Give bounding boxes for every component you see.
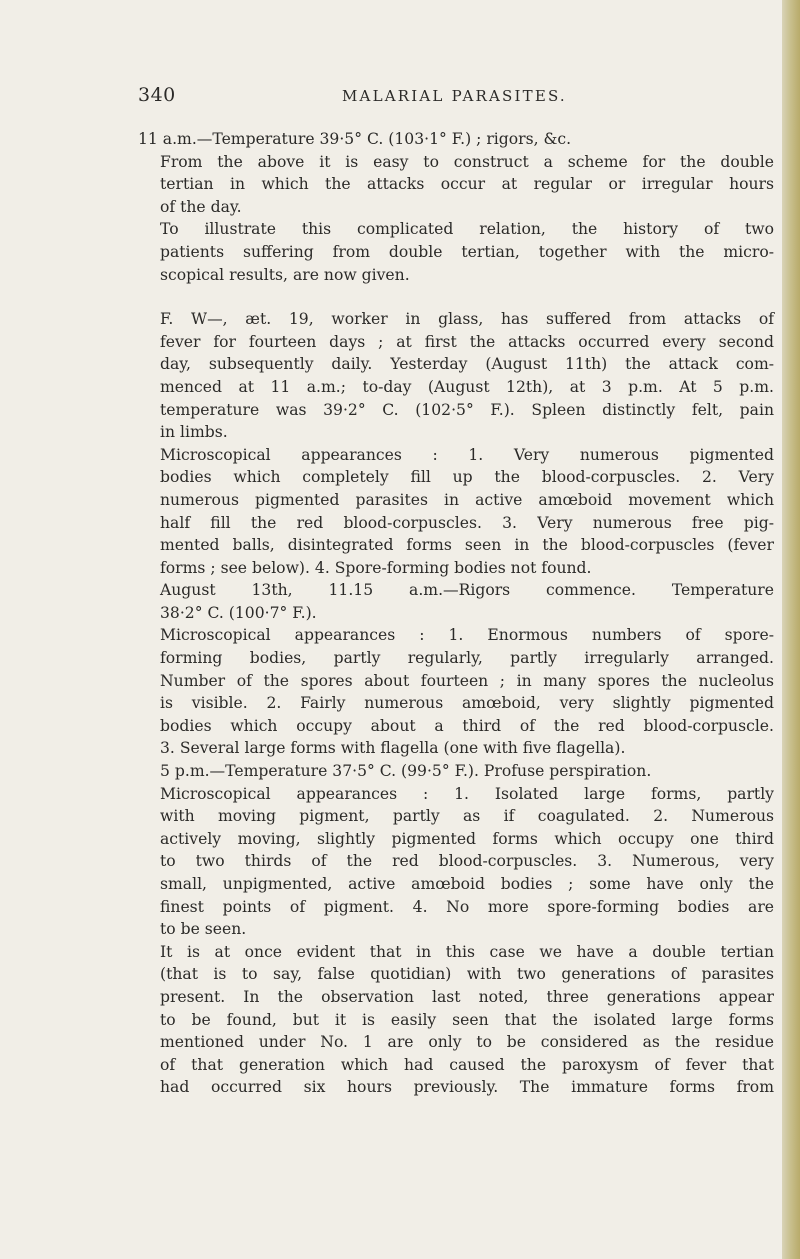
text-line: mentioned under No. 1 are only to be considered as the residue [160,1033,774,1052]
text-line: From the above it is easy to construct a scheme for the double [160,152,774,171]
text-line: mented balls, disintegrated forms seen in the blood-corpuscles (fever [160,536,774,555]
text-line: of the day. [160,197,242,216]
text-line: Microscopical appearances : 1. Enormous numbers of spore- [160,626,774,645]
text-line: to be seen. [160,920,247,939]
paragraph [138,444,774,580]
text-line: 38·2° C. (100·7° F.). [160,603,317,622]
text-line: 11 a.m.—Temperature 39·5° C. (103·1° F.) ; rigors, &c. [138,130,572,148]
text-line: 5 p.m.—Temperature 37·5° C. (99·5° F.). Profuse perspiration. [160,762,652,781]
text-line: forms ; see below). 4. Spore-forming bodies not found. [160,558,592,577]
text-line: of that generation which had caused the paroxysm of fever that [160,1055,774,1074]
text-line: 3. Several large forms with flagella (one with five flagella). [160,739,626,758]
text-line: present. In the observation last noted, three generations appear [160,987,774,1006]
text-line: (that is to say, false quotidian) with two generations of parasites [160,965,774,984]
text-line: bodies which occupy about a third of the red blood-corpuscle. [160,716,774,735]
text-line: It is at once evident that in this case we have a double tertian [160,942,774,961]
text-line: actively moving, slightly pigmented forms which occupy one third [160,829,774,848]
text-line: in limbs. [160,423,228,442]
text-line: finest points of pigment. 4. No more spore-forming bodies are [160,897,774,916]
text-line: menced at 11 a.m.; to-day (August 12th), at 3 p.m. At 5 p.m. [160,377,774,396]
text-line: temperature was 39·2° C. (102·5° F.). Spleen distinctly felt, pain [160,400,774,419]
page-number: 340 [138,84,176,106]
text-line: day, subsequently daily. Yesterday (August 11th) the attack com- [160,355,774,374]
page-edge [782,0,800,1259]
text-line: bodies which completely fill up the blood-corpuscles. 2. Very [160,468,774,487]
paragraph [138,783,774,941]
paragraph [138,624,774,760]
paragraph [138,218,774,286]
text-line: is visible. 2. Fairly numerous amœboid, very slightly pigmented [160,694,774,713]
paragraph [138,308,774,444]
text-line: August 13th, 11.15 a.m.—Rigors commence. Temperature [160,581,774,600]
body-text [138,128,774,1099]
running-head [0,84,782,114]
text-line: forming bodies, partly regularly, partly irregularly arranged. [160,649,774,668]
text-line: Number of the spores about fourteen ; in many spores the nucleolus [160,671,774,690]
text-line: Microscopical appearances : 1. Very numerous pigmented [160,445,774,464]
text-line: Microscopical appearances : 1. Isolated large forms, partly [160,784,774,803]
paragraph [138,760,774,783]
text-line: patients suffering from double tertian, together with the micro- [160,242,774,261]
text-line: F. W—, æt. 19, worker in glass, has suffered from attacks of [160,310,774,329]
text-line: fever for fourteen days ; at first the attacks occurred every second [160,332,774,351]
text-line: had occurred six hours previously. The immature forms from [160,1078,774,1097]
paragraph [138,941,774,1099]
text-line: To illustrate this complicated relation, the history of two [160,220,774,239]
text-line: to be found, but it is easily seen that the isolated large forms [160,1010,774,1029]
text-line: small, unpigmented, active amœboid bodies ; some have only the [160,875,774,893]
text-line: to two thirds of the red blood-corpuscles. 3. Numerous, very [160,852,774,871]
paragraph [138,579,774,624]
text-line: scopical results, are now given. [160,265,410,284]
text-line: tertian in which the attacks occur at regular or irregular hours [160,175,774,194]
text-line: half fill the red blood-corpuscles. 3. Very numerous free pig- [160,513,774,532]
text-line: with moving pigment, partly as if coagulated. 2. Numerous [160,807,774,826]
paragraph [138,128,774,151]
text-line: numerous pigmented parasites in active amœboid movement which [160,490,774,509]
running-title: MALARIAL PARASITES. [342,87,567,105]
paragraph [138,151,774,219]
